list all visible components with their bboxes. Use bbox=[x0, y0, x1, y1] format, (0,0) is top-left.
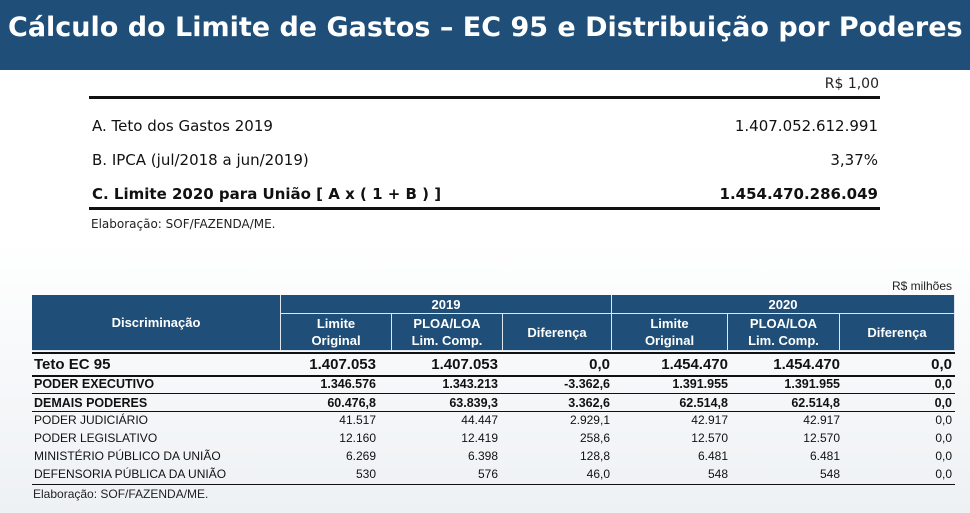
table-row-legislativo bbox=[32, 430, 955, 447]
row-name: MINISTÉRIO PÚBLICO DA UNIÃO bbox=[34, 449, 221, 463]
row-name: Teto EC 95 bbox=[34, 356, 111, 373]
cell-ploa-2020: 12.570 bbox=[803, 431, 840, 445]
cell-diferenca-2020: 0,0 bbox=[934, 377, 952, 391]
cell-limite-2019: 530 bbox=[355, 467, 376, 481]
summary-value: 1.454.470.286.049 bbox=[719, 185, 878, 203]
cell-limite-2020: 62.514,8 bbox=[679, 396, 728, 410]
cell-limite-2020: 42.917 bbox=[691, 413, 728, 427]
cell-limite-2019: 6.269 bbox=[345, 449, 376, 463]
header-discriminacao: Discriminação bbox=[32, 295, 281, 351]
cell-ploa-2020: 62.514,8 bbox=[791, 396, 840, 410]
header-line: Original bbox=[644, 333, 695, 348]
row-name: PODER EXECUTIVO bbox=[34, 377, 155, 391]
header-line: PLOA/LOA bbox=[749, 316, 818, 331]
header-year-2020: 2020 bbox=[612, 295, 955, 314]
row-name: DEFENSORIA PÚBLICA DA UNIÃO bbox=[34, 467, 227, 481]
summary-row-limite bbox=[92, 185, 880, 209]
cell-limite-2019: 12.160 bbox=[339, 431, 376, 445]
header-limite-original-2019 bbox=[281, 314, 392, 351]
table-rule bbox=[32, 393, 955, 394]
cell-diferenca-2019: -3.362,6 bbox=[564, 377, 610, 391]
header-ploa-2020 bbox=[728, 314, 840, 351]
summary-unit: R$ 1,00 bbox=[824, 76, 879, 92]
table-row-executivo bbox=[32, 376, 955, 393]
cell-limite-2019: 60.476,8 bbox=[327, 396, 376, 410]
title-bar bbox=[0, 0, 970, 70]
table-unit: R$ milhões bbox=[891, 279, 952, 293]
page-title: Cálculo do Limite de Gastos – EC 95 e Distribuição por Poderes bbox=[8, 12, 963, 43]
table-row-mpu bbox=[32, 448, 955, 465]
summary-bottom-rule bbox=[89, 207, 880, 210]
row-name: DEMAIS PODERES bbox=[34, 396, 148, 410]
row-name: PODER LEGISLATIVO bbox=[34, 431, 158, 445]
summary-source: Elaboração: SOF/FAZENDA/ME. bbox=[91, 217, 276, 231]
cell-ploa-2019: 1.343.213 bbox=[442, 377, 498, 391]
cell-limite-2019: 1.346.576 bbox=[320, 377, 376, 391]
cell-diferenca-2020: 0,0 bbox=[934, 396, 952, 410]
cell-diferenca-2020: 0,0 bbox=[935, 413, 952, 427]
cell-diferenca-2019: 0,0 bbox=[589, 356, 610, 373]
table-row-teto bbox=[32, 355, 955, 375]
cell-ploa-2020: 1.454.470 bbox=[773, 356, 840, 373]
header-diferenca-2020: Diferença bbox=[840, 314, 955, 351]
cell-ploa-2019: 576 bbox=[477, 467, 498, 481]
header-line: Lim. Comp. bbox=[748, 333, 819, 348]
summary-row-teto bbox=[92, 117, 880, 141]
cell-diferenca-2019: 3.362,6 bbox=[568, 396, 610, 410]
header-year-2019: 2019 bbox=[281, 295, 612, 314]
cell-diferenca-2019: 128,8 bbox=[579, 449, 610, 463]
summary-value: 1.407.052.612.991 bbox=[734, 117, 878, 135]
cell-ploa-2020: 548 bbox=[819, 467, 840, 481]
table-source: Elaboração: SOF/FAZENDA/ME. bbox=[33, 487, 209, 501]
cell-limite-2020: 548 bbox=[707, 467, 728, 481]
summary-row-ipca bbox=[92, 151, 880, 175]
summary-top-rule bbox=[89, 96, 880, 99]
header-line: PLOA/LOA bbox=[413, 316, 481, 331]
cell-ploa-2019: 6.398 bbox=[467, 449, 498, 463]
table-row-dpu bbox=[32, 466, 955, 483]
cell-diferenca-2020: 0,0 bbox=[935, 449, 952, 463]
header-diferenca-2019: Diferença bbox=[503, 314, 612, 351]
cell-limite-2020: 1.391.955 bbox=[672, 377, 728, 391]
cell-ploa-2020: 6.481 bbox=[809, 449, 840, 463]
cell-diferenca-2020: 0,0 bbox=[935, 467, 952, 481]
cell-diferenca-2019: 46,0 bbox=[586, 467, 610, 481]
summary-label: A. Teto dos Gastos 2019 bbox=[92, 117, 273, 135]
summary-value: 3,37% bbox=[830, 151, 878, 169]
cell-limite-2019: 41.517 bbox=[339, 413, 376, 427]
cell-ploa-2019: 12.419 bbox=[461, 431, 498, 445]
cell-limite-2020: 12.570 bbox=[691, 431, 728, 445]
cell-diferenca-2020: 0,0 bbox=[931, 356, 952, 373]
cell-ploa-2019: 63.839,3 bbox=[449, 396, 498, 410]
summary-label: C. Limite 2020 para União [ A x ( 1 + B ) ] bbox=[92, 185, 442, 203]
table-row-demais bbox=[32, 395, 955, 412]
cell-diferenca-2019: 2.929,1 bbox=[569, 413, 610, 427]
cell-ploa-2020: 42.917 bbox=[803, 413, 840, 427]
header-line: Limite bbox=[316, 316, 356, 331]
summary-label: B. IPCA (jul/2018 a jun/2019) bbox=[92, 151, 309, 169]
table-rule bbox=[32, 352, 955, 354]
header-line: Lim. Comp. bbox=[411, 333, 483, 348]
header-line: Original bbox=[311, 333, 361, 348]
cell-ploa-2019: 1.407.053 bbox=[431, 356, 498, 373]
cell-diferenca-2020: 0,0 bbox=[935, 431, 952, 445]
header-ploa-2019 bbox=[392, 314, 503, 351]
table-row-judiciario bbox=[32, 412, 955, 429]
header-limite-original-2020 bbox=[612, 314, 728, 351]
cell-limite-2020: 1.454.470 bbox=[661, 356, 728, 373]
cell-limite-2020: 6.481 bbox=[697, 449, 728, 463]
table-rule bbox=[32, 484, 955, 485]
cell-limite-2019: 1.407.053 bbox=[309, 356, 376, 373]
cell-ploa-2020: 1.391.955 bbox=[784, 377, 840, 391]
row-name: PODER JUDICIÁRIO bbox=[34, 413, 149, 427]
cell-diferenca-2019: 258,6 bbox=[579, 431, 610, 445]
cell-ploa-2019: 44.447 bbox=[461, 413, 498, 427]
header-line: Limite bbox=[650, 316, 689, 331]
